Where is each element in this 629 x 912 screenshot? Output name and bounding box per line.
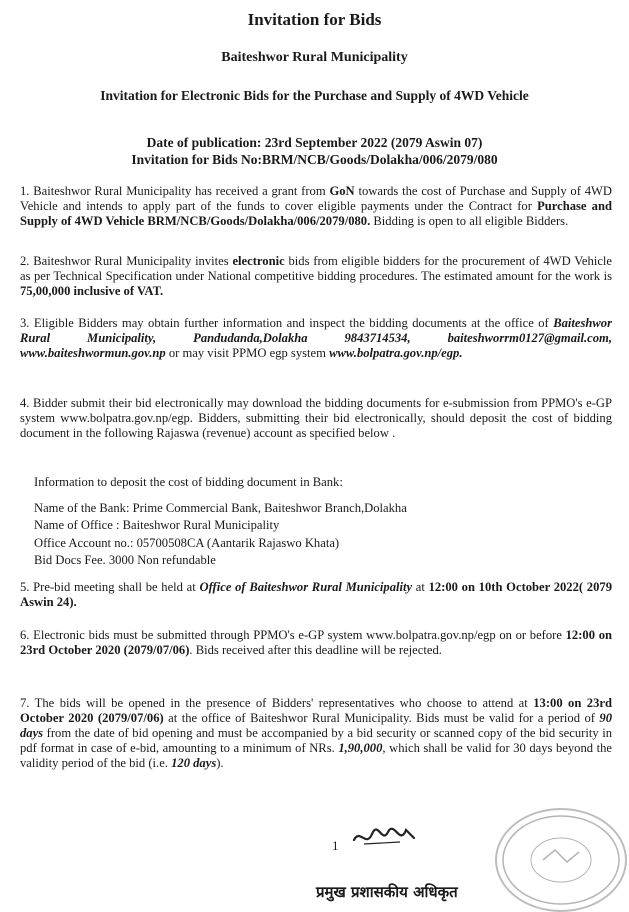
organization-name: Baiteshwor Rural Municipality	[221, 50, 408, 65]
ifb-number: Invitation for Bids No:BRM/NCB/Goods/Dolakha/006/2079/080	[131, 152, 498, 167]
clause-number: 3.	[20, 316, 30, 330]
clause-4: 4. Bidder submit their bid electronically may download the bidding documents for e-submission from PPMO's e-GP system www.bolpatra.gov.np/egp. Bidders, submitting their bid electronically, should deposit the cost of bidding document in the following Rajaswa (revenue) account as specified below .	[20, 396, 613, 440]
clause-7: 7. The bids will be opened in the presence of Bidders' representatives who choose to attend at 13:00 on 23rd October 2020 (2079/07/06) at the office of Baiteshwor Rural Municipality. Bids must be valid for a period of 90 days from the date of bid opening and must be accompanied by a bid security or scanned copy of the bid security in pdf format in case of e-bid, amounting to a minimum of NRs. 1,90,000, which shall be valid for 30 days beyond the validity period of the bid (i.e. 120 days).	[20, 696, 613, 770]
clause-number: 7.	[20, 696, 30, 710]
clause-5: 5. Pre-bid meeting shall be held at Office of Baiteshwor Rural Municipality at 12:00 on 10th October 2022( 2079 Aswin 24).	[20, 580, 612, 609]
office-name: Name of Office : Baiteshwor Rural Municipality	[34, 518, 280, 532]
office-seal-stamp	[495, 808, 627, 912]
clause-1: 1. Baiteshwor Rural Municipality has received a grant from GoN towards the cost of Purchase and Supply of 4WD Vehicle and intends to apply part of the funds to cover eligible payments under the Contract for Purchase and Supply of 4WD Vehicle BRM/NCB/Goods/Dolakha/006/2079/080. Bidding is open to all eligible Bidders.	[20, 184, 613, 228]
publication-date: Date of publication: 23rd September 2022 (2079 Aswin 07)	[146, 135, 483, 150]
clause-6: 6. Electronic bids must be submitted through PPMO's e-GP system www.bolpatra.gov.np/egp on or before 12:00 on 23rd October 2020 (2079/07/06). Bids received after this deadline will be rejected.	[20, 628, 612, 657]
document-subtitle: Invitation for Electronic Bids for the Purchase and Supply of 4WD Vehicle	[100, 88, 529, 103]
handwritten-signature	[350, 822, 420, 852]
clause-number: 6.	[20, 628, 30, 642]
clause-number: 2.	[20, 254, 30, 268]
clause-2: 2. Baiteshwor Rural Municipality invites electronic bids from eligible bidders for the procurement of 4WD Vehicle as per Technical Specification under National competitive bidding procedures. The estimated amount for the work is 75,00,000 inclusive of VAT.	[20, 254, 612, 298]
bank-intro: Information to deposit the cost of bidding document in Bank:	[34, 475, 343, 489]
document-title: Invitation for Bids	[247, 10, 382, 29]
clause-number: 4.	[20, 396, 30, 410]
clause-number: 1.	[20, 184, 30, 198]
clause-number: 5.	[20, 580, 30, 594]
bank-information	[34, 474, 594, 570]
account-number: Office Account no.: 05700508CA (Aantarik Rajaswo Khata)	[34, 535, 340, 550]
bid-docs-fee: Bid Docs Fee. 3000 Non refundable	[34, 553, 216, 567]
signer-designation: प्रमुख प्रशासकीय अधिकृत	[316, 883, 458, 901]
publication-info	[0, 134, 629, 168]
clause-3: 3. Eligible Bidders may obtain further information and inspect the bidding documents at the office of Baiteshwor Rural Municipality, Pandudanda,Dolakha 9843714534, baiteshworrm0127@gmail.com, www.baiteshwormun.gov.np or may visit PPMO egp system www.bolpatra.gov.np/egp.	[20, 316, 612, 360]
bank-name: Name of the Bank: Prime Commercial Bank, Baiteshwor Branch,Dolakha	[34, 500, 407, 515]
page-number: 1	[332, 838, 339, 853]
